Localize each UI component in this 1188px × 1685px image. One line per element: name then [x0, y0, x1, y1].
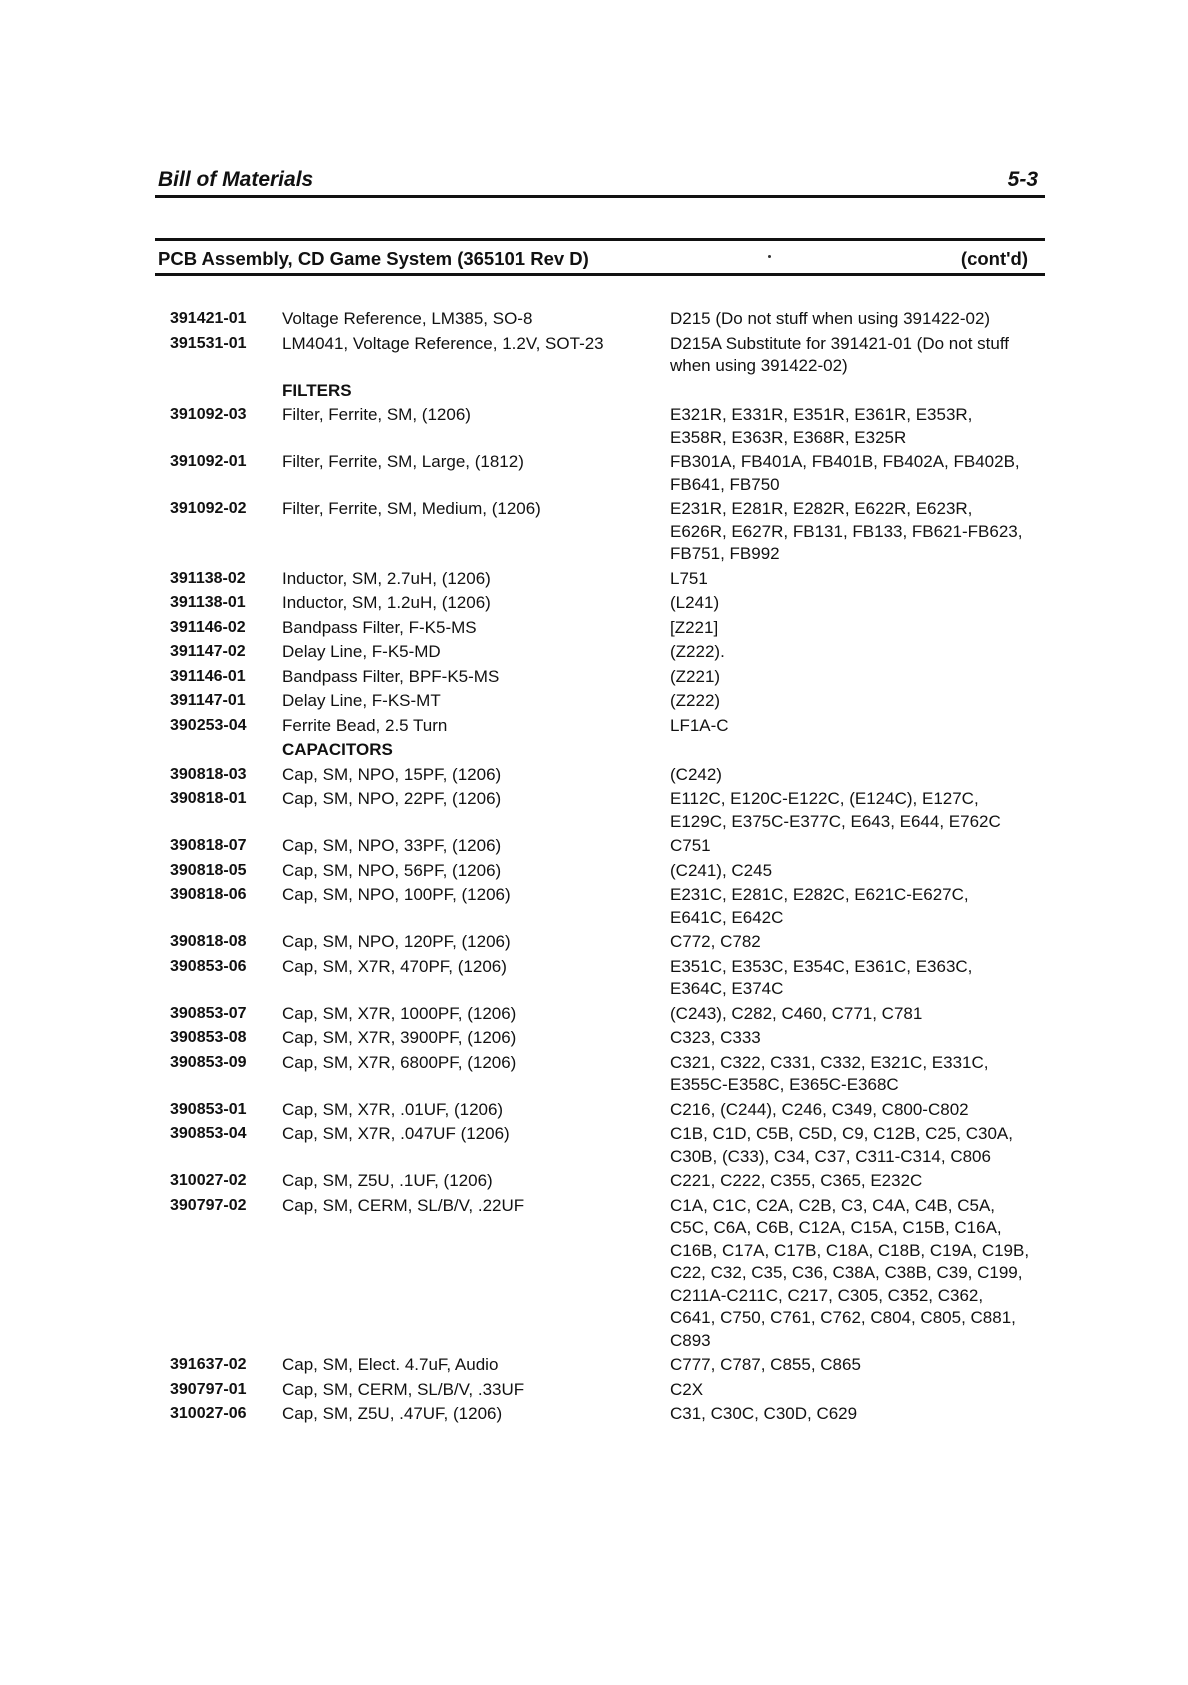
- table-row: [170, 715, 1040, 738]
- reference-designators: (Z221): [670, 666, 721, 686]
- table-row: [170, 1354, 1040, 1377]
- description: Bandpass Filter, F-K5-MS: [282, 617, 477, 637]
- table-row: [170, 860, 1040, 883]
- table-row: [170, 690, 1040, 713]
- part-number: 391092-02: [170, 500, 247, 517]
- description: Cap, SM, NPO, 15PF, (1206): [282, 764, 502, 784]
- description: Cap, SM, X7R, .047UF (1206): [282, 1124, 510, 1143]
- part-number: 310027-06: [170, 1405, 247, 1422]
- table-row: [170, 333, 1040, 378]
- part-number: 390853-07: [170, 1004, 247, 1022]
- description: Cap, SM, X7R, 3900PF, (1206): [282, 1028, 517, 1047]
- table-row: [170, 1195, 1040, 1353]
- section-continued: (cont'd): [960, 248, 1028, 269]
- part-number: 391092-03: [170, 406, 247, 423]
- description: CAPACITORS: [282, 740, 393, 759]
- table-row: [170, 1003, 1040, 1026]
- reference-designators: E231C, E281C, E282C, E621C-E627C, E641C, E642C: [670, 885, 969, 927]
- reference-designators: D215A Substitute for 391421-01 (Do not stuff when using 391422-02): [670, 333, 1009, 375]
- reference-designators: (C242): [670, 764, 722, 784]
- description: Cap, SM, CERM, SL/B/V, .22UF: [282, 1195, 525, 1215]
- section-top-rule: [155, 238, 1045, 241]
- description: Cap, SM, NPO, 33PF, (1206): [282, 836, 502, 855]
- scan-speck: [768, 255, 771, 258]
- part-number: 390797-01: [170, 1380, 247, 1398]
- table-row: [170, 1170, 1040, 1193]
- part-number: 391138-01: [170, 594, 246, 611]
- reference-designators: [Z221]: [670, 617, 719, 637]
- description: Cap, SM, NPO, 120PF, (1206): [282, 932, 511, 951]
- reference-designators: C323, C333: [670, 1028, 761, 1047]
- part-number: 391147-02: [170, 643, 246, 660]
- section-title: PCB Assembly, CD Game System (365101 Rev D): [158, 248, 589, 269]
- description: Inductor, SM, 1.2uH, (1206): [282, 593, 491, 612]
- part-number: 391531-01: [170, 334, 247, 352]
- part-number: 390853-09: [170, 1053, 247, 1071]
- part-number: [170, 739, 282, 762]
- reference-designators: (C243), C282, C460, C771, C781: [670, 1003, 923, 1023]
- description: Delay Line, F-KS-MT: [282, 691, 441, 710]
- reference-designators: D215 (Do not stuff when using 391422-02): [670, 309, 991, 328]
- reference-designators: E321R, E331R, E351R, E361R, E353R, E358R, E363R, E368R, E325R: [670, 405, 973, 447]
- reference-designators: (Z222).: [670, 642, 725, 661]
- table-row: [170, 568, 1040, 591]
- table-row: [170, 617, 1040, 640]
- description: Cap, SM, X7R, 470PF, (1206): [282, 956, 507, 976]
- description: Filter, Ferrite, SM, Large, (1812): [282, 452, 524, 471]
- reference-designators: L751: [670, 568, 708, 588]
- description: Ferrite Bead, 2.5 Turn: [282, 715, 448, 735]
- table-row: [170, 835, 1040, 858]
- table-row: [170, 592, 1040, 615]
- table-row: [170, 1052, 1040, 1097]
- reference-designators: (C241), C245: [670, 860, 773, 880]
- description: Cap, SM, Z5U, .47UF, (1206): [282, 1404, 503, 1423]
- reference-designators: (Z222): [670, 691, 721, 710]
- table-row: [170, 931, 1040, 954]
- description: Filter, Ferrite, SM, (1206): [282, 405, 471, 424]
- page-number: 5-3: [1007, 168, 1038, 191]
- part-number: 390253-04: [170, 716, 247, 734]
- table-row: [170, 666, 1040, 689]
- section-row: [170, 739, 1040, 762]
- description: Cap, SM, X7R, 1000PF, (1206): [282, 1003, 517, 1023]
- page-title: Bill of Materials: [158, 168, 314, 191]
- description: Inductor, SM, 2.7uH, (1206): [282, 568, 491, 588]
- table-row: [170, 404, 1040, 449]
- part-number: 390818-05: [170, 861, 247, 879]
- part-number: 391637-02: [170, 1356, 247, 1373]
- description: Cap, SM, Elect. 4.7uF, Audio: [282, 1355, 499, 1374]
- reference-designators: C751: [670, 836, 711, 855]
- part-number: 391421-01: [170, 310, 247, 327]
- table-row: [170, 788, 1040, 833]
- table-row: [170, 956, 1040, 1001]
- reference-designators: [670, 380, 1030, 403]
- description: Cap, SM, X7R, .01UF, (1206): [282, 1099, 504, 1119]
- part-number: 391147-01: [170, 692, 246, 709]
- table-row: [170, 1099, 1040, 1122]
- description: Cap, SM, NPO, 100PF, (1206): [282, 885, 511, 904]
- part-number: 391146-01: [170, 667, 246, 685]
- part-number: 390818-07: [170, 837, 247, 854]
- part-number: 390818-01: [170, 790, 247, 807]
- part-number: 390853-04: [170, 1125, 247, 1142]
- header-rule: [155, 195, 1045, 198]
- reference-designators: E351C, E353C, E354C, E361C, E363C, E364C, E374C: [670, 956, 973, 998]
- description: Cap, SM, NPO, 22PF, (1206): [282, 789, 502, 808]
- reference-designators: C221, C222, C355, C365, E232C: [670, 1171, 923, 1190]
- part-number: 390853-01: [170, 1100, 247, 1118]
- description: Cap, SM, CERM, SL/B/V, .33UF: [282, 1379, 525, 1399]
- description: Delay Line, F-K5-MD: [282, 642, 441, 661]
- description: Filter, Ferrite, SM, Medium, (1206): [282, 499, 541, 518]
- reference-designators: E112C, E120C-E122C, (E124C), E127C, E129C, E375C-E377C, E643, E644, E762C: [670, 789, 1001, 831]
- reference-designators: C2X: [670, 1379, 704, 1399]
- reference-designators: FB301A, FB401A, FB401B, FB402A, FB402B, FB641, FB750: [670, 452, 1020, 494]
- table-row: [170, 1403, 1040, 1426]
- table-row: [170, 498, 1040, 566]
- table-row: [170, 764, 1040, 787]
- description: Cap, SM, X7R, 6800PF, (1206): [282, 1052, 517, 1072]
- description: Bandpass Filter, BPF-K5-MS: [282, 666, 500, 686]
- part-number: 390797-02: [170, 1196, 247, 1214]
- table-row: [170, 1123, 1040, 1168]
- part-number: 390818-06: [170, 886, 247, 903]
- part-number: 390818-03: [170, 765, 247, 783]
- bom-table: [170, 308, 1040, 1428]
- table-row: [170, 451, 1040, 496]
- reference-designators: [670, 739, 1030, 762]
- reference-designators: C772, C782: [670, 932, 761, 951]
- part-number: 390853-08: [170, 1029, 247, 1046]
- description: LM4041, Voltage Reference, 1.2V, SOT-23: [282, 333, 604, 353]
- description: Voltage Reference, LM385, SO-8: [282, 309, 533, 328]
- description: Cap, SM, NPO, 56PF, (1206): [282, 860, 502, 880]
- description: Cap, SM, Z5U, .1UF, (1206): [282, 1171, 493, 1190]
- part-number: 390818-08: [170, 933, 247, 950]
- reference-designators: C1B, C1D, C5B, C5D, C9, C12B, C25, C30A, C30B, (C33), C34, C37, C311-C314, C806: [670, 1124, 1013, 1166]
- part-number: 310027-02: [170, 1172, 247, 1189]
- table-row: [170, 1027, 1040, 1050]
- section-bottom-rule: [155, 273, 1045, 276]
- part-number: 391146-02: [170, 618, 246, 636]
- reference-designators: C31, C30C, C30D, C629: [670, 1404, 858, 1423]
- reference-designators: LF1A-C: [670, 715, 729, 735]
- section-row: [170, 380, 1040, 403]
- reference-designators: C777, C787, C855, C865: [670, 1355, 861, 1374]
- table-row: [170, 1379, 1040, 1402]
- part-number: 390853-06: [170, 957, 247, 975]
- description: FILTERS: [282, 380, 352, 400]
- page-header: [158, 168, 1044, 196]
- table-row: [170, 308, 1040, 331]
- part-number: [170, 380, 282, 403]
- part-number: 391138-02: [170, 569, 246, 587]
- table-row: [170, 641, 1040, 664]
- table-row: [170, 884, 1040, 929]
- section-heading: [158, 248, 1028, 270]
- reference-designators: C1A, C1C, C2A, C2B, C3, C4A, C4B, C5A, C5C, C6A, C6B, C12A, C15A, C15B, C16A, C16B, C17A, C17B, C18A, C18B, C19A, C19B, C22, C32, C35, C36, C38A, C38B, C39, C199, C211A-C211C, C217, C305, C352, C362, C641, C750, C761, C762, C804, C805, C881, C893: [670, 1195, 1030, 1350]
- part-number: 391092-01: [170, 453, 247, 470]
- reference-designators: (L241): [670, 593, 720, 612]
- reference-designators: C216, (C244), C246, C349, C800-C802: [670, 1099, 969, 1119]
- reference-designators: C321, C322, C331, C332, E321C, E331C, E355C-E358C, E365C-E368C: [670, 1052, 989, 1094]
- reference-designators: E231R, E281R, E282R, E622R, E623R, E626R, E627R, FB131, FB133, FB621-FB623, FB751, FB992: [670, 499, 1023, 563]
